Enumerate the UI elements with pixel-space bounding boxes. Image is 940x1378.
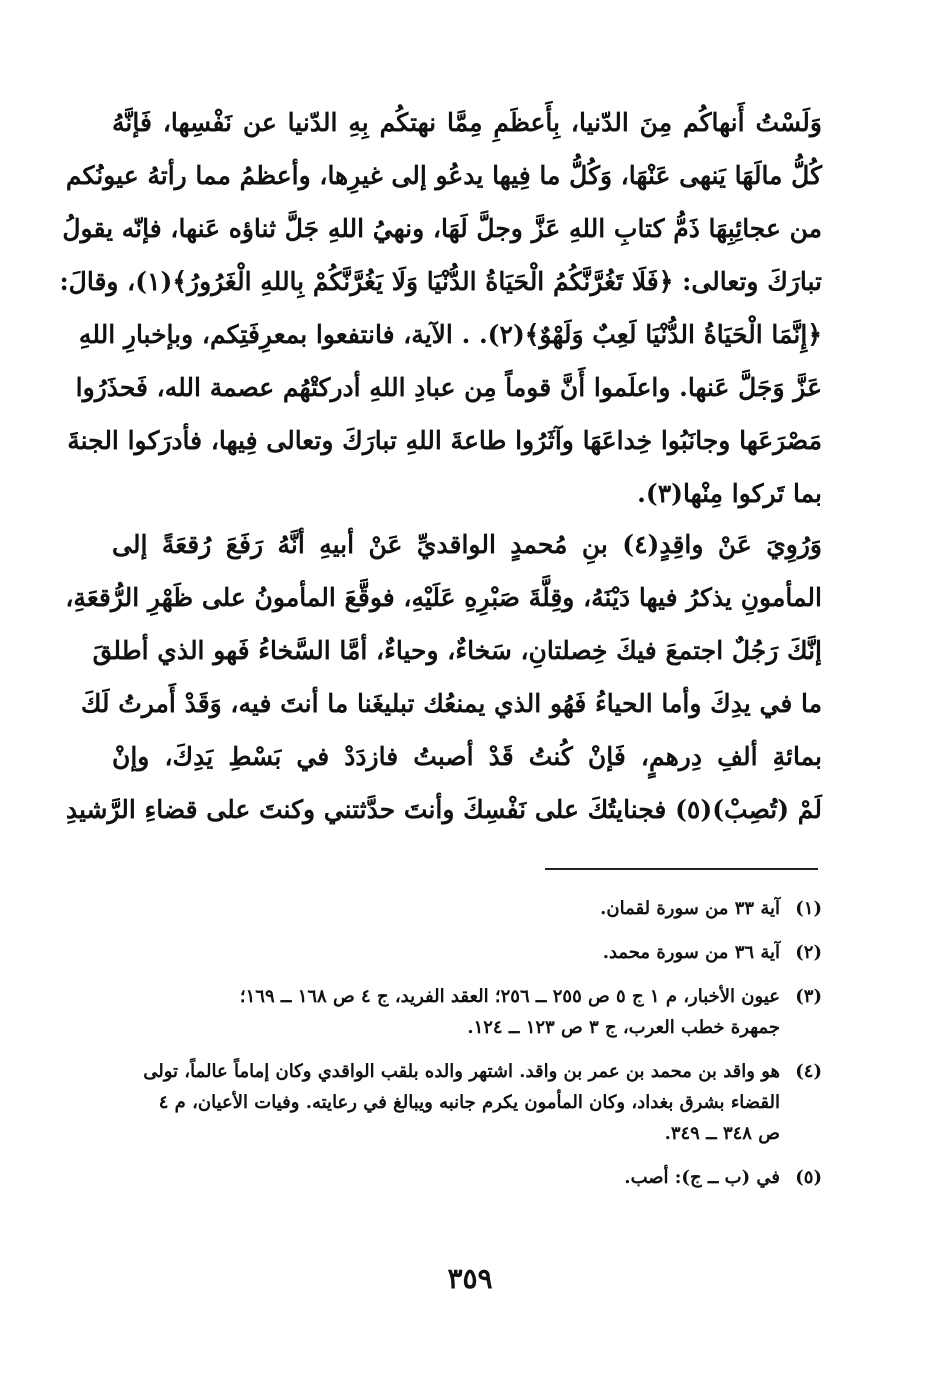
footnote-line: هو واقد بن محمد بن عمر بن واقد. اشتهر والده بلقب الواقدي وكان إماماً عالماً، تولى <box>143 1061 780 1082</box>
paragraph-1-line: تبارَكَ وتعالى: ﴿فَلَا تَغُرَّنَّكُمُ الْحَيَاةُ الدُّنْيَا وَلَا يَغُرَّنَّكُمْ بِاللهِ الْغَرُورُ﴾(١)، وقالَ: <box>59 267 822 296</box>
paragraph-1-line: عَزَّ وَجَلَّ عَنها. واعلَموا أَنَّ قوماً مِن عبادِ اللهِ أدركتْهُم عصمة الله، فَحذَرُوا <box>75 373 822 402</box>
footnotes <box>110 893 822 1206</box>
footnote-number: (٣) <box>795 986 822 1007</box>
footnote-number: (٢) <box>795 942 822 963</box>
footnote-number: (٥) <box>795 1167 822 1188</box>
paragraph-2 <box>65 518 822 836</box>
footnote-text <box>110 893 780 924</box>
paragraph-2-line: لَمْ (تُصِبْ)(٥) فجنايتُكَ على نَفْسِكَ وأنتَ حدَّثتني وكنتَ على قضاءِ الرَّشيدِ <box>65 795 822 824</box>
paragraph-1-line: مَصْرَعَها وجانَبُوا خِداعَهَا وآثَرُوا طاعةَ اللهِ تبارَكَ وتعالى فِيها، فأدرَكوا الجنةَ <box>67 426 822 455</box>
footnote-text <box>110 1056 780 1149</box>
paragraph-2-line: وَرُوِيَ عَنْ واقِدٍ(٤) بنِ مُحمدٍ الواقديِّ عَنْ أبيهِ أنَّهُ رَفَعَ رُقعَةً إلى <box>112 530 822 559</box>
footnote-number: (٤) <box>795 1061 822 1082</box>
paragraph-1-line: بما تَركوا مِنْها(٣). <box>637 479 822 508</box>
page-number: ٣٥٩ <box>447 1262 493 1295</box>
footnote-line: آية ٣٣ من سورة لقمان. <box>600 898 780 919</box>
footnote-line: عيون الأخبار، م ١ ج ٥ ص ٢٥٥ ــ ٢٥٦؛ العقد الفريد، ج ٤ ص ١٦٨ ــ ١٦٩؛ <box>239 986 780 1007</box>
paragraph-1-line: وَلَسْتُ أَنهاكُم مِنَ الدّنيا، بِأَعظَمِ مِمَّا نهتكُم بِهِ الدّنيا عن نَفْسِها، فَإنَّهُ <box>112 108 822 137</box>
paragraph-2-line: المأمونِ يذكرُ فيها دَيْنَهُ، وقِلَّةَ صَبْرِهِ عَلَيْهِ، فوقَّعَ المأمونُ على ظَهْرِ الرُّقعَةِ، <box>65 583 822 612</box>
footnote-5 <box>110 1162 822 1193</box>
paragraph-2-line: إنَّكَ رَجُلٌ اجتمعَ فيكَ خِصلتانِ، سَخاءٌ، وحياءٌ، أمَّا السَّخاءُ فَهو الذي أطلقَ <box>92 636 822 665</box>
paragraph-2-line: بمائةِ ألفِ دِرهمٍ، فَإنْ كُنتُ قَدْ أصبتُ فازدَدْ في بَسْطِ يَدِكَ، وإنْ <box>112 742 822 771</box>
footnote-text <box>110 981 780 1043</box>
paragraph-1 <box>59 96 822 520</box>
footnote-1 <box>110 893 822 924</box>
footnote-line: جمهرة خطب العرب، ج ٣ ص ١٢٣ ــ ١٢٤. <box>467 1017 780 1038</box>
footnote-divider <box>545 868 818 870</box>
footnote-text <box>110 937 780 968</box>
paragraph-1-line: من عجائِبِهَا ذَمُّ كتابِ اللهِ عَزَّ وجلَّ لَهَا، ونهيُ اللهِ جَلَّ ثناؤه عَنها، فإنّه يقولُ <box>62 214 822 243</box>
footnote-3 <box>110 981 822 1043</box>
footnote-line: آية ٣٦ من سورة محمد. <box>602 942 780 963</box>
footnote-number: (١) <box>795 898 822 919</box>
footnote-line: القضاء بشرق بغداد، وكان المأمون يكرم جانبه ويبالغ في رعايته. وفيات الأعيان، م ٤ <box>158 1092 780 1113</box>
footnote-line: ص ٣٤٨ ــ ٣٤٩. <box>664 1123 780 1144</box>
paragraph-1-line: ﴿إِنَّمَا الْحَيَاةُ الدُّنْيَا لَعِبٌ وَلَهْوٌ﴾(٢). . الآية، فانتفعوا بمعرِفَتِكم، وبإخبارِ اللهِ <box>78 320 822 349</box>
paragraph-2-line: ما في يدِكَ وأما الحياءُ فَهُو الذي يمنعُك تبليغَنا ما أنتَ فيه، وَقَدْ أَمرتُ لَكَ <box>80 689 822 718</box>
footnote-2 <box>110 937 822 968</box>
footnote-line: في (ب ــ ج): أصب. <box>624 1167 780 1188</box>
paragraph-1-line: كُلُّ مالَهَا يَنهى عَنْهَا، وَكُلُّ ما فِيها يدعُو إلى غيرِها، وأعظمُ مما رأتهُ عيونُكم <box>65 161 822 190</box>
footnote-4 <box>110 1056 822 1149</box>
footnote-text <box>110 1162 780 1193</box>
